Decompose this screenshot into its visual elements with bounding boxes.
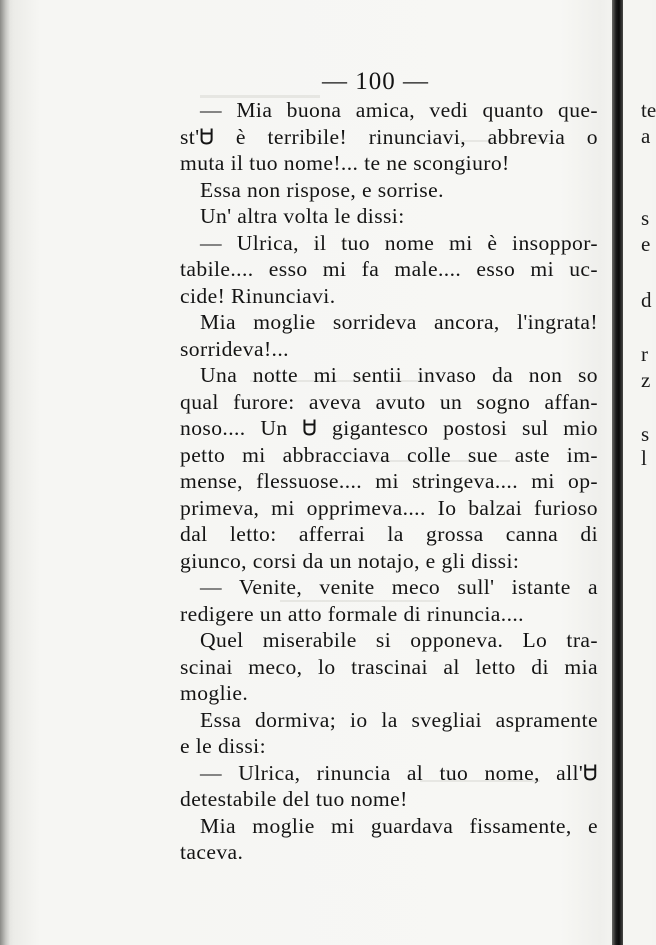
text-line: qual furore: aveva avuto un sogno affan- [180, 389, 598, 414]
text-line: e le dissi: [180, 734, 266, 758]
text-line: detestabile del tuo nome! [180, 787, 408, 811]
next-page-fragment: a [641, 124, 651, 148]
text-line: Un' altra volta le dissi: [200, 204, 405, 228]
next-page-fragment: l [641, 446, 647, 470]
next-page-fragment: r [641, 342, 648, 366]
next-page-edge [623, 0, 656, 945]
next-page-fragment: z [641, 368, 651, 392]
next-page-fragment: te [641, 98, 656, 122]
body-text [180, 97, 598, 866]
next-page-fragment: s [641, 422, 650, 446]
text-line: giunco, corsi da un notajo, e gli dissi: [180, 548, 520, 573]
left-page-edge [0, 0, 10, 945]
text-line: st'Ꮜ è terribile! rinunciavi, abbrevia o [180, 124, 598, 149]
next-page-fragment: d [641, 288, 652, 312]
text-line: — Mia buona amica, vedi quanto que- [200, 98, 598, 122]
text-line: Mia moglie sorrideva ancora, l'ingrata! [200, 310, 598, 334]
text-line: — Venite, venite meco sull' istante a [200, 575, 598, 599]
text-line: primeva, mi opprimeva.... Io balzai furioso [180, 495, 598, 520]
text-line: mense, flessuose.... mi stringeva.... mi op- [180, 469, 598, 493]
text-line: Quel miserabile si opponeva. Lo tra- [200, 628, 598, 652]
text-line: cide! Rinunciavi. [180, 283, 336, 308]
book-gutter-shadow [612, 0, 623, 945]
text-line: dal letto: afferrai la grossa canna di [180, 522, 598, 546]
text-line: Una notte mi sentii invaso da non so [200, 363, 598, 387]
text-line: — Ulrica, rinuncia al tuo nome, all'Ꮜ [200, 760, 598, 785]
next-page-fragment: e [641, 232, 651, 256]
text-line: Essa dormiva; io la svegliai aspramente [200, 707, 598, 732]
text-line: scinai meco, lo trascinai al letto di mia [180, 654, 598, 679]
text-line: Mia moglie mi guardava fissamente, e [200, 813, 598, 838]
text-line: — Ulrica, il tuo nome mi è insoppor- [200, 230, 598, 255]
text-line: redigere un atto formale di rinuncia.... [180, 601, 524, 626]
page-number: — 100 — [322, 68, 429, 95]
next-page-fragment: s [641, 206, 650, 230]
text-line: petto mi abbracciava colle sue aste im- [180, 442, 598, 467]
text-line: tabile.... esso mi fa male.... esso mi uc- [180, 257, 598, 281]
text-line: taceva. [180, 840, 244, 864]
text-line: moglie. [180, 681, 249, 705]
text-line: Essa non rispose, e sorrise. [200, 177, 444, 202]
text-line: muta il tuo nome!... te ne scongiuro! [180, 151, 510, 175]
text-line: sorrideva!... [180, 336, 289, 361]
text-line: noso.... Un Ꮜ gigantesco postosi sul mio [180, 416, 598, 440]
